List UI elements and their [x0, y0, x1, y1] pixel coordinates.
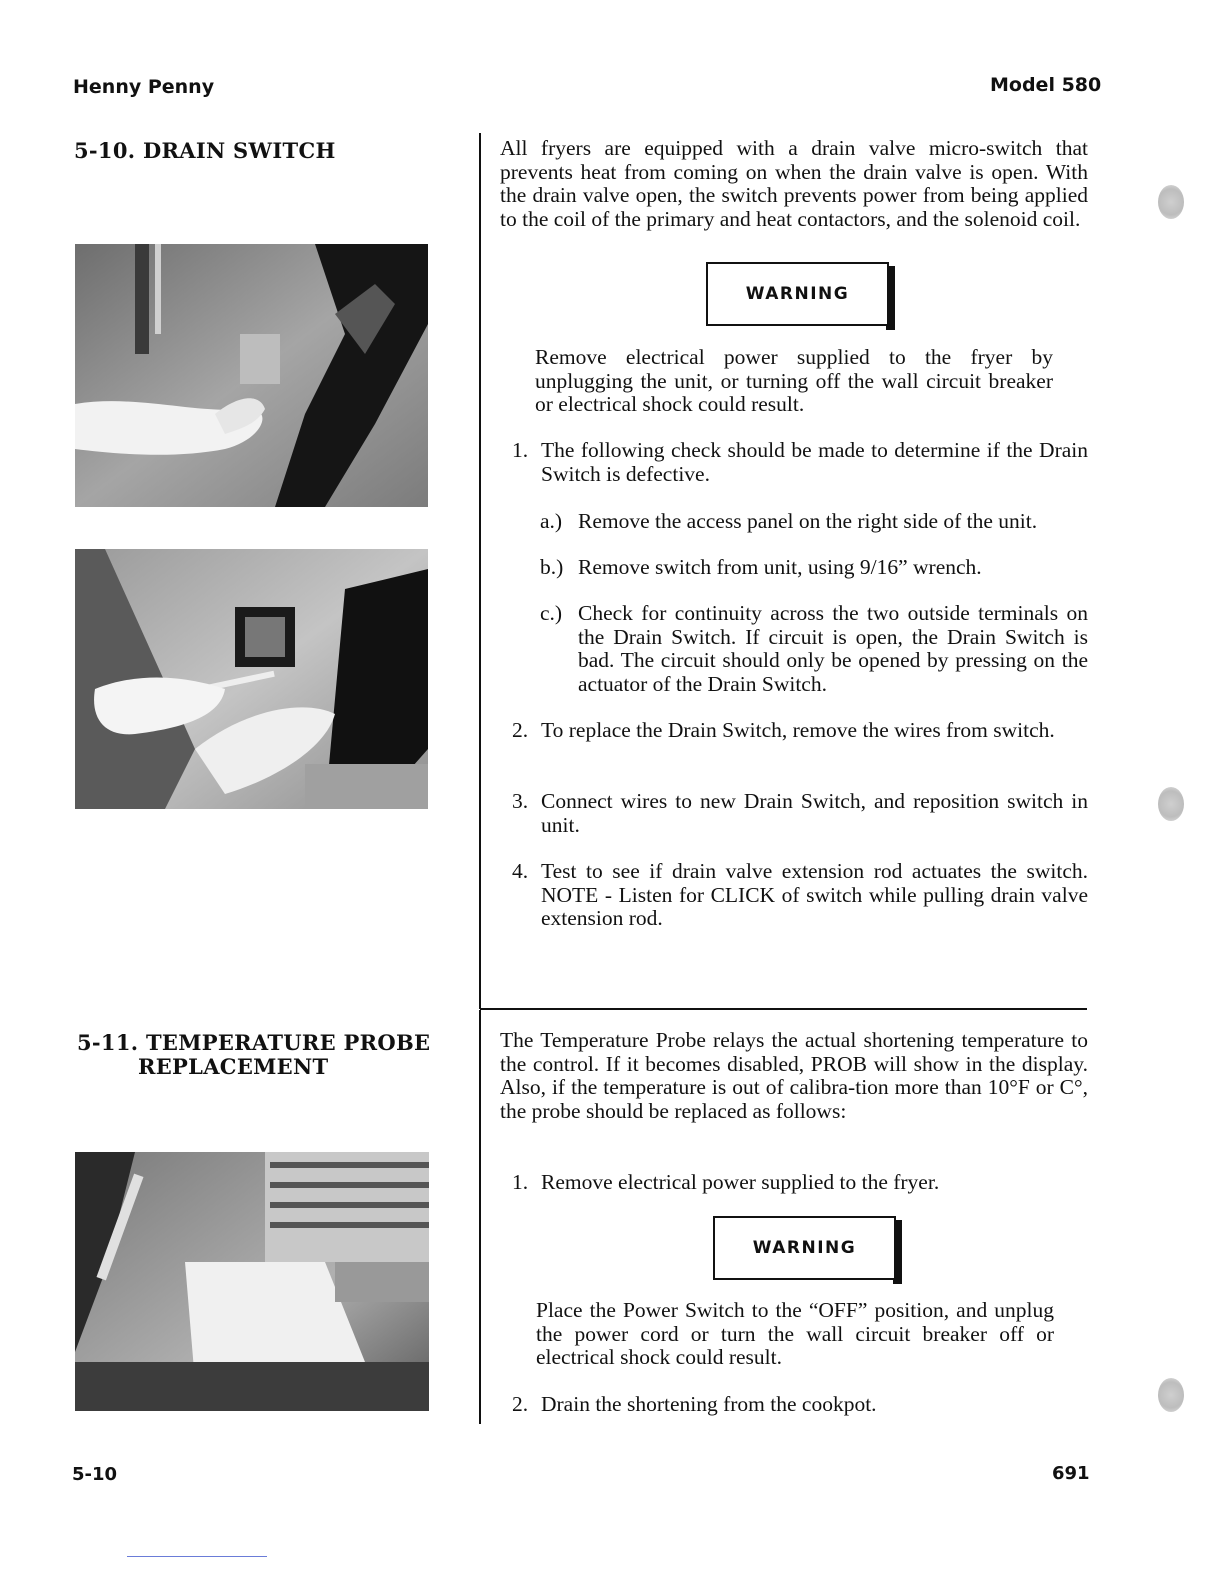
column-divider-top [479, 133, 481, 1009]
step-2-text: To replace the Drain Switch, remove the wires from switch. [541, 718, 1055, 742]
header-model: Model 580 [990, 74, 1102, 96]
punch-hole-top [1158, 185, 1184, 219]
substep-a-text: Remove the access panel on the right side of the unit. [578, 509, 1038, 533]
warning-text-2: Place the Power Switch to the “OFF” position, and unplug the power cord or turn the wall circuit breaker off or electrical shock could result. [536, 1298, 1054, 1369]
warning-box-2 [713, 1216, 896, 1280]
photo-illustration-2 [75, 549, 428, 809]
drain-switch-photo-1 [75, 244, 428, 507]
probe-step-1-text: Remove electrical power supplied to the fryer. [541, 1170, 940, 1194]
header-manufacturer: Henny Penny [73, 76, 215, 98]
punch-hole-middle [1158, 787, 1184, 821]
substep-a-number: a.) [540, 509, 563, 533]
step-4-text: Test to see if drain valve extension rod actuates the switch. NOTE - Listen for CLICK of switch while pulling drain valve extension rod. [541, 859, 1088, 930]
substep-b-number: b.) [540, 555, 564, 579]
probe-step-2-number: 2. [512, 1392, 529, 1416]
warning-label-2: WARNING [752, 1238, 857, 1258]
substep-c-text: Check for continuity across the two outside terminals on the Drain Switch. If circuit is open, the Drain Switch is bad. The circuit should only be opened by pressing on the actuator of the Drain Switch. [578, 601, 1088, 696]
probe-step-2-text: Drain the shortening from the cookpot. [541, 1392, 877, 1416]
punch-hole-bottom [1158, 1378, 1184, 1412]
section-5-11-title-line1: 5-11. TEMPERATURE PROBE [77, 1030, 431, 1055]
section-5-10-intro: All fryers are equipped with a drain valve micro-switch that prevents heat from coming on when the drain valve is open. With the drain valve open, the switch prevents power from being applied to the coil of the primary and heat contactors, and the solenoid coil. [500, 136, 1088, 231]
column-divider-bottom [479, 1010, 481, 1424]
temperature-probe-photo [75, 1152, 429, 1411]
footer-page-number: 5-10 [72, 1464, 118, 1485]
step-3-text: Connect wires to new Drain Switch, and reposition switch in unit. [541, 789, 1088, 837]
warning-label-1: WARNING [745, 284, 850, 304]
substep-c-number: c.) [540, 601, 563, 625]
step-2-number: 2. [512, 718, 529, 742]
photo-illustration-1 [75, 244, 428, 507]
drain-switch-photo-2 [75, 549, 428, 809]
section-5-11-intro: The Temperature Probe relays the actual shortening temperature to the control. If it becomes disabled, PROB will show in the display. Also, if the temperature is out of calibra-tion more than 10°F or C°, the probe should be replaced as follows: [500, 1028, 1088, 1123]
warning-box-1 [706, 262, 889, 326]
warning-text-1: Remove electrical power supplied to the fryer by unplugging the unit, or turning off the wall circuit breaker or electrical shock could result. [535, 345, 1053, 416]
step-1-text: The following check should be made to determine if the Drain Switch is defective. [541, 438, 1088, 486]
photo-illustration-3 [75, 1152, 429, 1411]
step-4-number: 4. [512, 859, 529, 883]
step-3-number: 3. [512, 789, 529, 813]
step-1-number: 1. [512, 438, 529, 462]
section-divider [480, 1008, 1087, 1010]
substep-b-text: Remove switch from unit, using 9/16” wrench. [578, 555, 982, 579]
section-5-11-title-line2: REPLACEMENT [138, 1054, 329, 1079]
scan-artifact-line [127, 1556, 267, 1557]
footer-document-number: 691 [1052, 1463, 1090, 1484]
probe-step-1-number: 1. [512, 1170, 529, 1194]
section-5-10-title: 5-10. DRAIN SWITCH [74, 138, 336, 163]
